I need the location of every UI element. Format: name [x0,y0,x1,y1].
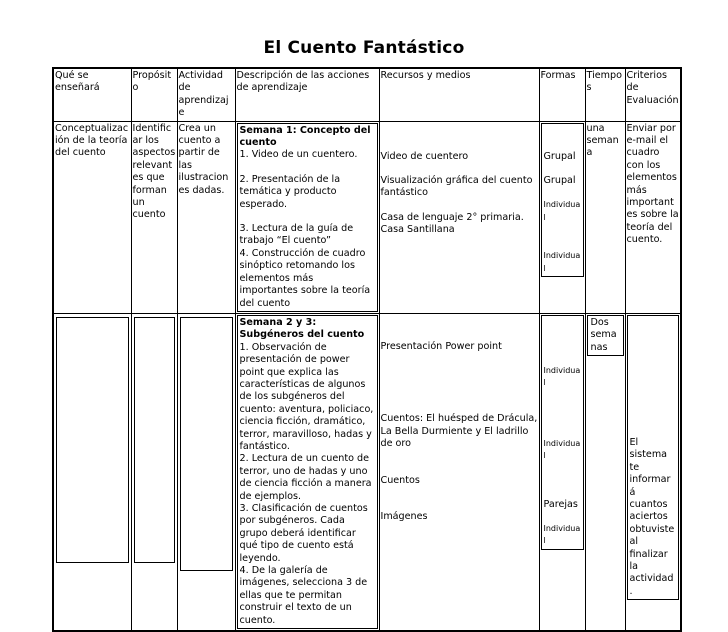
header-descripcion: Descripción de las acciones de aprendizaje [235,68,379,121]
lesson-plan-table [52,67,682,632]
header-que: Qué se enseñará [53,68,131,121]
row2-rec3: Cuentos [380,474,420,486]
row1-forma4: Individual [543,251,581,273]
row1-que: Conceptualización de la teoría del cuento [53,121,131,313]
row1-actividad: Crea un cuento a partir de las ilustraciones dadas. [177,121,235,313]
row2-forma3: Parejas [543,498,578,510]
row2-proposito [131,313,177,631]
row1-step1: 1. Video de un cuentero. [239,149,358,161]
row1-rec3: Casa de lenguaje 2° primaria. Casa Santillana [380,211,524,236]
row1-descripcion [235,121,379,313]
header-row [53,68,681,121]
row1-forma1: Grupal [543,150,576,162]
header-recursos: Recursos y medios [379,68,539,121]
header-formas: Formas [539,68,585,121]
row2-recursos [379,313,539,631]
row2-tiempo: Dos semanas [590,316,617,353]
row2-rec1: Presentación Power point [380,340,502,352]
row2-step4: 4. De la galería de imágenes, selecciona 3 de ellas que te permitan construir el texto de un cuento. [239,565,368,626]
row2-step1: 1. Observación de presentación de power point que explica las características de algunos de los subgéneros del cuento: aventura, policiaco, ciencia ficción, dramático, terror, maravilloso, hadas y fantástico. [239,341,374,452]
row2-step3: 3. Clasificación de cuentos por subgéneros. Cada grupo deberá identificar qué tipo de cuento está leyendo. [239,503,368,564]
row1-criterios: Enviar por e-mail el cuadro con los elementos más importantes sobre la teoría del cuento. [625,121,681,313]
row1-formas [539,121,585,313]
row2-actividad [177,313,235,631]
header-tiempos: Tiempos [585,68,625,121]
row2-formas [539,313,585,631]
row1-step3: 3. Lectura de la guía de trabajo “El cuento” [239,223,354,247]
row1-tiempos: una semana [585,121,625,313]
row1-rec2: Visualización gráfica del cuento fantástico [380,175,533,199]
row2-forma2: Individual [543,438,581,461]
row1-step2: 2. Presentación de la temática y producto esperado. [239,173,341,210]
row2-step2: 2. Lectura de un cuento de terror, uno de hadas y uno de ciencia ficción a manera de ejemplos. [239,453,372,502]
row2-que [53,313,131,631]
header-criterios: Criterios de Evaluación [625,68,681,121]
row1-forma2: Grupal [543,175,576,187]
header-actividad: Actividad de aprendizaje [177,68,235,121]
row1-rec1: Video de cuentero [380,150,469,162]
table-row [53,313,681,631]
row2-week-title: Semana 2 y 3: Subgéneros del cuento [239,316,365,341]
row1-step4: 4. Construcción de cuadro sinóptico retomando los elementos más importantes sobre la teoría del cuento [239,247,371,309]
row2-forma4: Individual [543,523,581,546]
row2-criterios [625,313,681,631]
row1-recursos [379,121,539,313]
row2-forma1: Individual [543,365,581,388]
row2-tiempos [585,313,625,631]
row2-rec2: Cuentos: El huésped de Drácula, La Bella Durmiente y El ladrillo de oro [380,413,538,450]
header-proposito: Propósito [131,68,177,121]
table-row [53,121,681,313]
row1-week-title: Semana 1: Concepto del cuento [239,124,371,149]
row1-proposito: Identificar los aspectos relevantes que forman un cuento [131,121,177,313]
document-title: El Cuento Fantástico [263,38,465,58]
row2-rec4: Imágenes [380,510,428,522]
row2-descripcion [235,313,379,631]
row1-forma3: Individual [543,200,581,222]
row2-criterio: El sistema te informará cuantos aciertos obtuviste al finalizar la actividad. [629,436,675,597]
